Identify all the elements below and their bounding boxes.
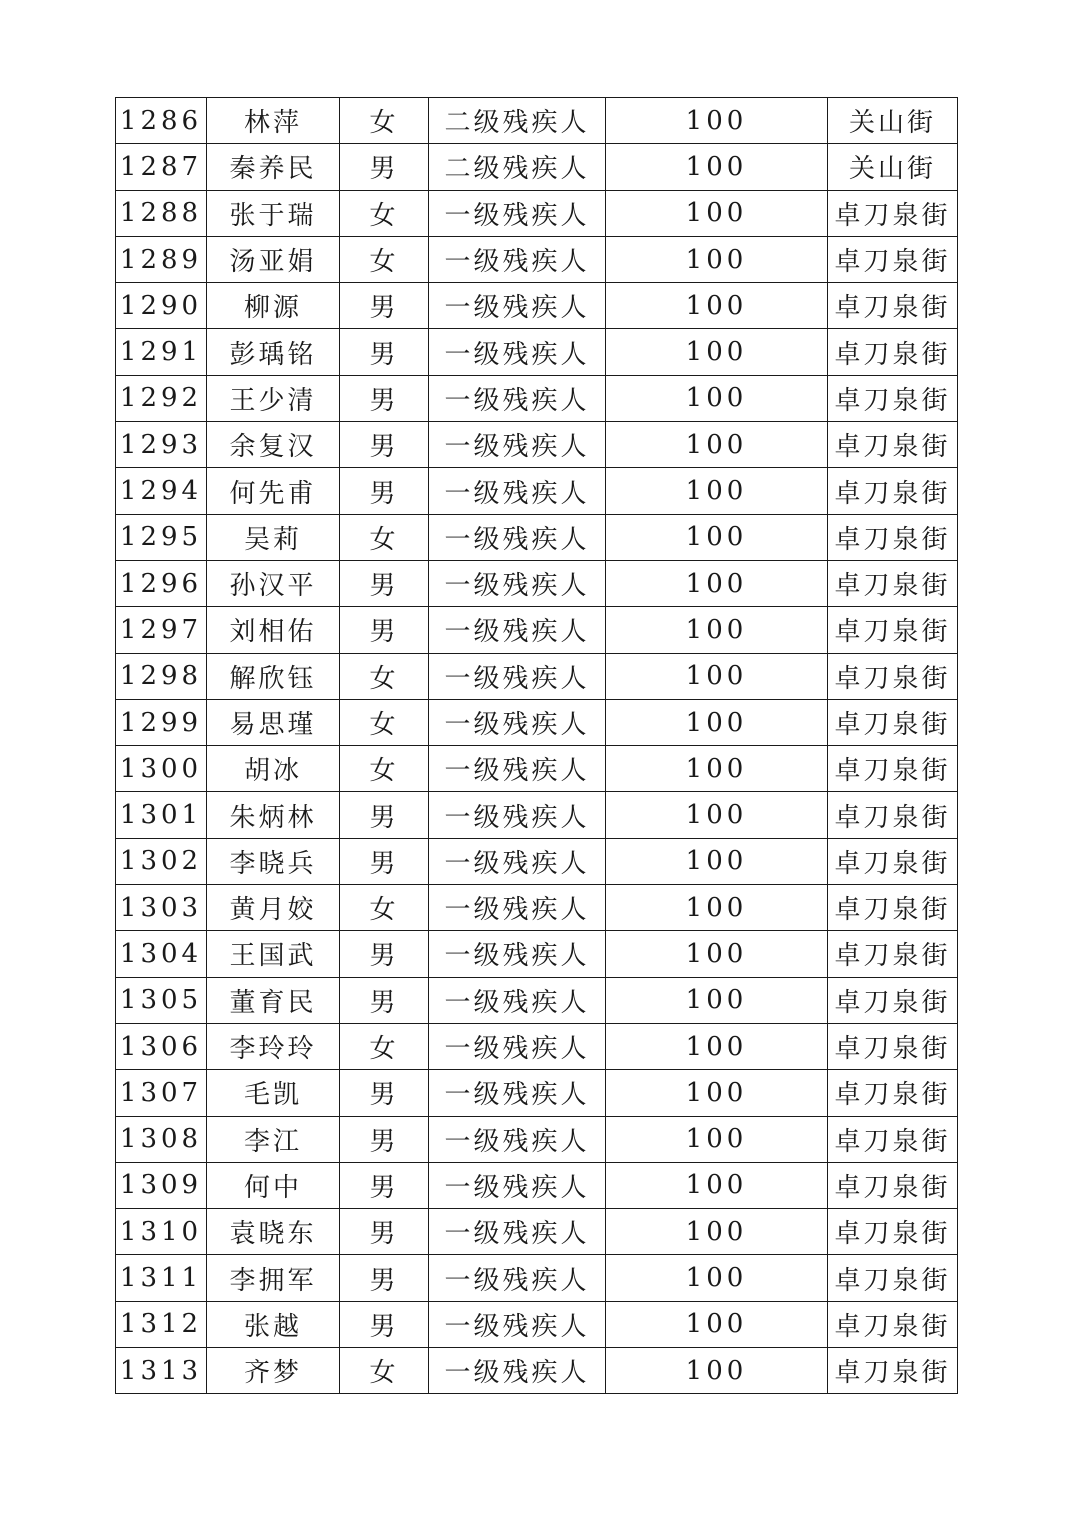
street-cell: 卓刀泉街 xyxy=(828,931,958,977)
table-row xyxy=(116,792,958,838)
amount-cell: 100 xyxy=(606,1348,828,1394)
serial-number-cell: 1292 xyxy=(116,375,207,421)
table-row xyxy=(116,885,958,931)
name-cell: 朱炳林 xyxy=(207,792,340,838)
name-cell: 毛凯 xyxy=(207,1070,340,1116)
street-cell: 卓刀泉街 xyxy=(828,236,958,282)
table-row xyxy=(116,190,958,236)
name-cell: 秦养民 xyxy=(207,144,340,190)
gender-cell: 男 xyxy=(340,792,429,838)
gender-cell: 男 xyxy=(340,1070,429,1116)
amount-cell: 100 xyxy=(606,283,828,329)
gender-cell: 男 xyxy=(340,1301,429,1347)
gender-cell: 男 xyxy=(340,838,429,884)
street-cell: 卓刀泉街 xyxy=(828,422,958,468)
amount-cell: 100 xyxy=(606,1209,828,1255)
name-cell: 王少清 xyxy=(207,375,340,421)
serial-number-cell: 1301 xyxy=(116,792,207,838)
disability-level-cell: 一级残疾人 xyxy=(429,236,606,282)
gender-cell: 男 xyxy=(340,931,429,977)
disability-level-cell: 一级残疾人 xyxy=(429,1162,606,1208)
name-cell: 黄月姣 xyxy=(207,885,340,931)
amount-cell: 100 xyxy=(606,885,828,931)
amount-cell: 100 xyxy=(606,1255,828,1301)
name-cell: 王国武 xyxy=(207,931,340,977)
serial-number-cell: 1295 xyxy=(116,514,207,560)
name-cell: 李玲玲 xyxy=(207,1023,340,1069)
serial-number-cell: 1289 xyxy=(116,236,207,282)
serial-number-cell: 1303 xyxy=(116,885,207,931)
gender-cell: 男 xyxy=(340,422,429,468)
street-cell: 卓刀泉街 xyxy=(828,560,958,606)
name-cell: 余复汉 xyxy=(207,422,340,468)
gender-cell: 女 xyxy=(340,746,429,792)
street-cell: 卓刀泉街 xyxy=(828,329,958,375)
table-row xyxy=(116,375,958,421)
street-cell: 卓刀泉街 xyxy=(828,1255,958,1301)
amount-cell: 100 xyxy=(606,422,828,468)
serial-number-cell: 1312 xyxy=(116,1301,207,1347)
amount-cell: 100 xyxy=(606,236,828,282)
table-row xyxy=(116,699,958,745)
name-cell: 易思瑾 xyxy=(207,699,340,745)
name-cell: 汤亚娟 xyxy=(207,236,340,282)
gender-cell: 女 xyxy=(340,1023,429,1069)
street-cell: 卓刀泉街 xyxy=(828,468,958,514)
disability-level-cell: 一级残疾人 xyxy=(429,190,606,236)
amount-cell: 100 xyxy=(606,144,828,190)
amount-cell: 100 xyxy=(606,190,828,236)
disability-level-cell: 一级残疾人 xyxy=(429,792,606,838)
table-row xyxy=(116,653,958,699)
street-cell: 关山街 xyxy=(828,144,958,190)
disability-level-cell: 一级残疾人 xyxy=(429,329,606,375)
serial-number-cell: 1302 xyxy=(116,838,207,884)
gender-cell: 男 xyxy=(340,375,429,421)
serial-number-cell: 1305 xyxy=(116,977,207,1023)
gender-cell: 女 xyxy=(340,653,429,699)
serial-number-cell: 1290 xyxy=(116,283,207,329)
name-cell: 彭瑀铭 xyxy=(207,329,340,375)
disability-level-cell: 一级残疾人 xyxy=(429,1301,606,1347)
table-row xyxy=(116,1348,958,1394)
amount-cell: 100 xyxy=(606,98,828,144)
name-cell: 李拥军 xyxy=(207,1255,340,1301)
street-cell: 卓刀泉街 xyxy=(828,699,958,745)
amount-cell: 100 xyxy=(606,699,828,745)
gender-cell: 男 xyxy=(340,1209,429,1255)
gender-cell: 男 xyxy=(340,1162,429,1208)
name-cell: 李江 xyxy=(207,1116,340,1162)
street-cell: 卓刀泉街 xyxy=(828,190,958,236)
serial-number-cell: 1309 xyxy=(116,1162,207,1208)
amount-cell: 100 xyxy=(606,653,828,699)
name-cell: 董育民 xyxy=(207,977,340,1023)
amount-cell: 100 xyxy=(606,977,828,1023)
name-cell: 李晓兵 xyxy=(207,838,340,884)
gender-cell: 女 xyxy=(340,699,429,745)
name-cell: 孙汉平 xyxy=(207,560,340,606)
disability-level-cell: 一级残疾人 xyxy=(429,468,606,514)
disability-level-cell: 一级残疾人 xyxy=(429,977,606,1023)
name-cell: 张于瑞 xyxy=(207,190,340,236)
serial-number-cell: 1287 xyxy=(116,144,207,190)
street-cell: 卓刀泉街 xyxy=(828,375,958,421)
gender-cell: 女 xyxy=(340,190,429,236)
amount-cell: 100 xyxy=(606,329,828,375)
table-row xyxy=(116,1255,958,1301)
amount-cell: 100 xyxy=(606,1116,828,1162)
street-cell: 卓刀泉街 xyxy=(828,885,958,931)
street-cell: 卓刀泉街 xyxy=(828,1070,958,1116)
name-cell: 齐梦 xyxy=(207,1348,340,1394)
disability-level-cell: 一级残疾人 xyxy=(429,1116,606,1162)
amount-cell: 100 xyxy=(606,1301,828,1347)
table-row xyxy=(116,1023,958,1069)
street-cell: 卓刀泉街 xyxy=(828,514,958,560)
street-cell: 卓刀泉街 xyxy=(828,283,958,329)
street-cell: 卓刀泉街 xyxy=(828,1348,958,1394)
disability-level-cell: 一级残疾人 xyxy=(429,422,606,468)
table-row xyxy=(116,1116,958,1162)
table-row xyxy=(116,1301,958,1347)
serial-number-cell: 1300 xyxy=(116,746,207,792)
disability-level-cell: 一级残疾人 xyxy=(429,1348,606,1394)
table-row xyxy=(116,422,958,468)
serial-number-cell: 1293 xyxy=(116,422,207,468)
table-row xyxy=(116,283,958,329)
name-cell: 解欣钰 xyxy=(207,653,340,699)
gender-cell: 男 xyxy=(340,1255,429,1301)
disability-level-cell: 一级残疾人 xyxy=(429,699,606,745)
table-row xyxy=(116,931,958,977)
gender-cell: 男 xyxy=(340,144,429,190)
table-row xyxy=(116,1070,958,1116)
amount-cell: 100 xyxy=(606,838,828,884)
disability-level-cell: 二级残疾人 xyxy=(429,98,606,144)
disability-level-cell: 一级残疾人 xyxy=(429,1209,606,1255)
street-cell: 卓刀泉街 xyxy=(828,977,958,1023)
street-cell: 卓刀泉街 xyxy=(828,838,958,884)
street-cell: 卓刀泉街 xyxy=(828,1209,958,1255)
disability-level-cell: 一级残疾人 xyxy=(429,560,606,606)
disability-level-cell: 二级残疾人 xyxy=(429,144,606,190)
gender-cell: 女 xyxy=(340,885,429,931)
street-cell: 卓刀泉街 xyxy=(828,607,958,653)
serial-number-cell: 1306 xyxy=(116,1023,207,1069)
disability-level-cell: 一级残疾人 xyxy=(429,1255,606,1301)
disability-level-cell: 一级残疾人 xyxy=(429,653,606,699)
street-cell: 卓刀泉街 xyxy=(828,1116,958,1162)
disability-level-cell: 一级残疾人 xyxy=(429,931,606,977)
name-cell: 何中 xyxy=(207,1162,340,1208)
serial-number-cell: 1294 xyxy=(116,468,207,514)
disability-level-cell: 一级残疾人 xyxy=(429,607,606,653)
amount-cell: 100 xyxy=(606,375,828,421)
table-row xyxy=(116,977,958,1023)
name-cell: 张越 xyxy=(207,1301,340,1347)
gender-cell: 女 xyxy=(340,1348,429,1394)
table-row xyxy=(116,607,958,653)
table-row xyxy=(116,468,958,514)
disability-level-cell: 一级残疾人 xyxy=(429,838,606,884)
amount-cell: 100 xyxy=(606,1023,828,1069)
amount-cell: 100 xyxy=(606,931,828,977)
amount-cell: 100 xyxy=(606,468,828,514)
gender-cell: 女 xyxy=(340,514,429,560)
table-row xyxy=(116,1209,958,1255)
street-cell: 卓刀泉街 xyxy=(828,746,958,792)
serial-number-cell: 1291 xyxy=(116,329,207,375)
amount-cell: 100 xyxy=(606,514,828,560)
disability-level-cell: 一级残疾人 xyxy=(429,283,606,329)
roster-table xyxy=(115,97,958,1394)
street-cell: 卓刀泉街 xyxy=(828,1162,958,1208)
disability-level-cell: 一级残疾人 xyxy=(429,885,606,931)
table-row xyxy=(116,514,958,560)
serial-number-cell: 1288 xyxy=(116,190,207,236)
name-cell: 何先甫 xyxy=(207,468,340,514)
street-cell: 卓刀泉街 xyxy=(828,792,958,838)
amount-cell: 100 xyxy=(606,560,828,606)
serial-number-cell: 1304 xyxy=(116,931,207,977)
street-cell: 卓刀泉街 xyxy=(828,1301,958,1347)
amount-cell: 100 xyxy=(606,1070,828,1116)
table-row xyxy=(116,236,958,282)
amount-cell: 100 xyxy=(606,746,828,792)
serial-number-cell: 1286 xyxy=(116,98,207,144)
disability-level-cell: 一级残疾人 xyxy=(429,514,606,560)
name-cell: 胡冰 xyxy=(207,746,340,792)
disability-level-cell: 一级残疾人 xyxy=(429,746,606,792)
table-row xyxy=(116,746,958,792)
name-cell: 刘相佑 xyxy=(207,607,340,653)
gender-cell: 男 xyxy=(340,607,429,653)
amount-cell: 100 xyxy=(606,607,828,653)
gender-cell: 女 xyxy=(340,98,429,144)
table-row xyxy=(116,98,958,144)
name-cell: 林萍 xyxy=(207,98,340,144)
gender-cell: 男 xyxy=(340,283,429,329)
gender-cell: 男 xyxy=(340,1116,429,1162)
gender-cell: 男 xyxy=(340,329,429,375)
name-cell: 柳源 xyxy=(207,283,340,329)
gender-cell: 女 xyxy=(340,236,429,282)
serial-number-cell: 1296 xyxy=(116,560,207,606)
name-cell: 吴莉 xyxy=(207,514,340,560)
gender-cell: 男 xyxy=(340,977,429,1023)
amount-cell: 100 xyxy=(606,1162,828,1208)
disability-level-cell: 一级残疾人 xyxy=(429,375,606,421)
serial-number-cell: 1310 xyxy=(116,1209,207,1255)
gender-cell: 男 xyxy=(340,468,429,514)
amount-cell: 100 xyxy=(606,792,828,838)
street-cell: 关山街 xyxy=(828,98,958,144)
serial-number-cell: 1308 xyxy=(116,1116,207,1162)
name-cell: 袁晓东 xyxy=(207,1209,340,1255)
serial-number-cell: 1313 xyxy=(116,1348,207,1394)
disability-level-cell: 一级残疾人 xyxy=(429,1070,606,1116)
table-row xyxy=(116,329,958,375)
table-row xyxy=(116,838,958,884)
table-row xyxy=(116,560,958,606)
disability-level-cell: 一级残疾人 xyxy=(429,1023,606,1069)
roster-body xyxy=(116,98,958,1394)
street-cell: 卓刀泉街 xyxy=(828,1023,958,1069)
table-row xyxy=(116,1162,958,1208)
street-cell: 卓刀泉街 xyxy=(828,653,958,699)
table-row xyxy=(116,144,958,190)
serial-number-cell: 1299 xyxy=(116,699,207,745)
serial-number-cell: 1307 xyxy=(116,1070,207,1116)
serial-number-cell: 1298 xyxy=(116,653,207,699)
serial-number-cell: 1297 xyxy=(116,607,207,653)
gender-cell: 男 xyxy=(340,560,429,606)
serial-number-cell: 1311 xyxy=(116,1255,207,1301)
